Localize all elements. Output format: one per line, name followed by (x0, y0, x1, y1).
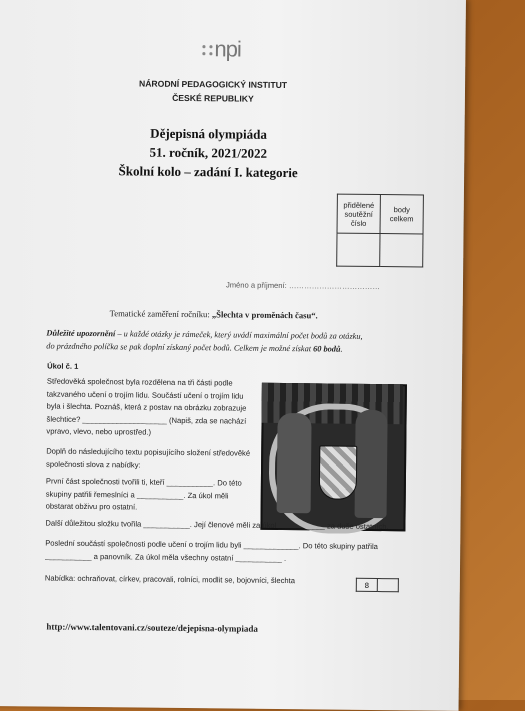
notice-bold: Důležité upozornění (46, 328, 116, 339)
theme-value: „Šlechta v proměnách času“. (211, 309, 318, 321)
footer-url[interactable]: http://www.talentovani.cz/souteze/dejepisna-olympiada (46, 621, 258, 634)
shield-icon (319, 445, 358, 499)
logo-dots-icon (200, 43, 214, 57)
task-paragraph-5: Poslední součástí společnosti podle učení o trojím lidu byli _____________. Do této skupiny patřila ___________ a panovník. Za úkol měla všechny ostatní ___________ . (45, 538, 378, 563)
illustration-frame (260, 383, 407, 532)
notice-text1: – u každé otázky je rámeček, který uvádí maximální počet bodů za otázku, (115, 329, 363, 341)
score-cell-points[interactable] (380, 234, 423, 267)
title-line2: 51. ročník, 2021/2022 (149, 144, 268, 161)
institute-name-line2: ČESKÉ REPUBLIKY (172, 92, 254, 104)
score-cell-number[interactable] (337, 233, 380, 266)
theme-label: Tematické zaměření ročníku: (109, 308, 210, 320)
name-field-label[interactable]: Jméno a příjmení: ……………………………… (225, 280, 381, 292)
score-header-number: přidělené soutěžní číslo (337, 194, 380, 233)
task-earned-points[interactable] (377, 579, 398, 592)
task-paragraph-1: Středověká společnost byla rozdělena na tři části podle takzvaného učení o trojím lidu. Součástí učení o trojím lidu byla i šlechta. Poznáš, která z postav na obrázku zobrazuje šlechtice? ____________________ (Napiš, zda se nachází vpravo, vlevo, nebo uprostřed.) (46, 376, 247, 437)
score-header-points: body celkem (380, 195, 423, 234)
theme-line (110, 308, 318, 320)
task-points-box (356, 578, 399, 592)
task-paragraph-2: Doplň do následujícího textu popisujícího složení středověké společnosti slova z nabídky: (46, 446, 251, 470)
notice: Důležité upozornění – u každé otázky je rámeček, který uvádí maximální počet bodů za otázku, do prázdného políčka se pak doplní získaný počet bodů. Celkem je možné získat 60 bodů. (46, 328, 363, 354)
title-line3: Školní kolo – zadání I. kategorie (118, 163, 298, 181)
task-max-points: 8 (356, 578, 377, 591)
word-offer: Nabídka: ochraňovat, církev, pracovali, rolníci, modlit se, bojovníci, šlechta (44, 573, 296, 586)
figure-left (277, 413, 312, 513)
title-line1: Dějepisná olympiáda (150, 125, 267, 142)
task-paragraph-4[interactable]: Další důležitou složku tvořila ___________. Její členové měli za úkol ___________ za duše ostatních. (45, 518, 389, 532)
npi-logo: npi (200, 36, 241, 62)
task-paragraph-3: První část společnosti tvořili ti, kteří ___________. Do této skupiny patřili řemeslníci a ___________. Za úkol měli obstarat obživu pro ostatní. (45, 476, 242, 512)
notice-points: 60 bodů (313, 344, 341, 354)
institute-name-line1: NÁRODNÍ PEDAGOGICKÝ INSTITUT (139, 78, 288, 91)
score-table (336, 194, 424, 268)
medieval-illustration (260, 383, 407, 532)
task-heading: Úkol č. 1 (47, 361, 79, 371)
figure-right-knight (355, 410, 388, 518)
notice-text2: do prázdného políčka se pak doplní získaný počet bodů. Celkem je možné získat (46, 341, 314, 354)
